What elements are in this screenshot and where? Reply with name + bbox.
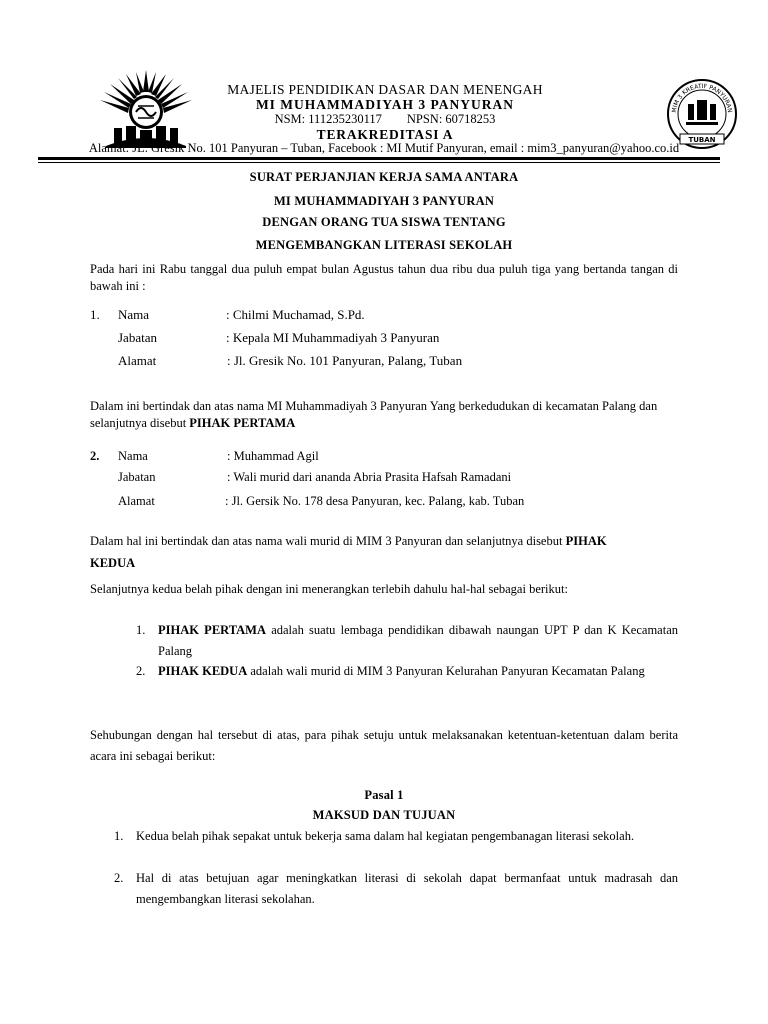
party1-address-label: Alamat (118, 353, 157, 368)
fact-1-text (158, 620, 678, 662)
party2-designation-part1: PIHAK (565, 534, 607, 548)
agreement-intro: Sehubungan dengan hal tersebut di atas, para pihak setuju untuk melaksanakan ketentuan-ketentuan dalam berita acara ini sebagai berikut: (90, 728, 678, 763)
party2-name-label: Nama (118, 449, 148, 463)
school-address: Alamat: JL. Gresik No. 101 Panyuran – Tuban, Facebook : MI Mutif Panyuran, email : mim3_panyuran@yahoo.co.id (88, 141, 680, 155)
article-1-item-1-text: Kedua belah pihak sepakat untuk bekerja sama dalam hal kegiatan pengembanagan literasi sekolah. (136, 829, 635, 843)
party1-name-value: : Chilmi Muchamad, S.Pd. (226, 307, 365, 322)
opening-paragraph: Pada hari ini Rabu tanggal dua puluh empat bulan Agustus tahun dua ribu dua puluh tiga yang bertanda tangan di bawah ini : (90, 262, 678, 293)
fact-2-description: adalah wali murid di MIM 3 Panyuran Kelurahan Panyuran Kecamatan Palang (247, 664, 645, 678)
article-1-item-2-number: 2. (114, 871, 124, 885)
title-line-1: SURAT PERJANJIAN KERJA SAMA ANTARA (249, 170, 519, 184)
fact-1-number: 1. (136, 623, 146, 637)
article-1-item-1-number: 1. (114, 829, 124, 843)
party1-name-row (90, 307, 690, 325)
accreditation: TERAKREDITASI A (316, 127, 454, 142)
article-1-item-2 (114, 868, 680, 910)
party2-name-value: : Muhammad Agil (227, 449, 319, 463)
letterhead (200, 82, 570, 143)
party1-statement (90, 398, 680, 432)
party1-address-value: : Jl. Gresik No. 101 Panyuran, Palang, Tuban (227, 353, 463, 368)
school-name: MI MUHAMMADIYAH 3 PANYURAN (255, 97, 515, 112)
party2-statement (90, 530, 680, 574)
party1-position-value: : Kepala MI Muhammadiyah 3 Panyuran (226, 330, 440, 345)
article-1-heading: Pasal 1 (364, 788, 404, 802)
party1-address-row (90, 353, 690, 371)
party2-address-row (90, 494, 690, 512)
institution-council: MAJELIS PENDIDIKAN DASAR DAN MENENGAH (227, 82, 543, 97)
article-1-item-1 (114, 826, 680, 868)
party2-address-value: : Jl. Gersik No. 178 desa Panyuran, kec. Palang, kab. Tuban (225, 494, 525, 508)
party2-statement-text: Dalam hal ini bertindak dan atas nama wali murid di MIM 3 Panyuran dan selanjutnya disebut (90, 534, 566, 548)
party2-number: 2. (90, 449, 100, 463)
title-line-2: MI MUHAMMADIYAH 3 PANYURAN (273, 194, 495, 208)
article-1-subheading: MAKSUD DAN TUJUAN (312, 808, 456, 822)
party2-address-label: Alamat (118, 494, 155, 508)
party1-name-label: Nama (118, 307, 150, 322)
party1-position-row (90, 330, 690, 348)
letterhead-divider-thin (38, 162, 720, 163)
fact-1-description: adalah suatu lembaga pendidikan dibawah naungan UPT P dan K Kecamatan Palang (158, 623, 678, 658)
seal-bottom-text: TUBAN (688, 136, 716, 144)
school-seal-icon (664, 78, 740, 150)
party1-position-label: Jabatan (118, 330, 157, 345)
party1-number: 1. (90, 307, 100, 322)
fact-item-1 (136, 620, 678, 662)
title-line-3: DENGAN ORANG TUA SISWA TENTANG (262, 215, 506, 229)
letterhead-divider-thick (38, 157, 720, 160)
fact-2-text (158, 661, 678, 682)
npsn-number: NPSN: 60718253 (406, 112, 496, 126)
fact-1-party: PIHAK PERTAMA (158, 623, 266, 637)
seal-top-text: MIM 3 KREATIF PANYURAN (670, 82, 734, 114)
muhammadiyah-logo-icon (96, 68, 196, 148)
party2-position-row (90, 470, 690, 488)
party2-position-label: Jabatan (118, 470, 156, 484)
fact-2-party: PIHAK KEDUA (158, 664, 248, 678)
party2-position-value: : Wali murid dari ananda Abria Prasita Hafsah Ramadani (227, 470, 512, 484)
article-1-item-2-text: Hal di atas betujuan agar meningkatkan literasi di sekolah dapat bermanfaat untuk madrasah dan mengembangkan literasi sekolahan. (136, 871, 678, 906)
party2-name-row (90, 449, 690, 467)
facts-intro: Selanjutnya kedua belah pihak dengan ini menerangkan terlebih dahulu hal-hal sebagai berikut: (90, 582, 568, 596)
party1-designation: PIHAK PERTAMA (189, 416, 296, 430)
title-line-4: MENGEMBANGKAN LITERASI SEKOLAH (255, 238, 513, 252)
nsm-number: NSM: 111235230117 (274, 112, 382, 126)
fact-item-2 (136, 661, 678, 703)
party1-statement-text: Dalam ini bertindak dan atas nama MI Muhammadiyah 3 Panyuran Yang berkedudukan di kecamatan Palang dan selanjutnya disebut (90, 399, 658, 430)
party2-designation-part2: KEDUA (90, 556, 136, 570)
registration-numbers (200, 112, 570, 127)
fact-2-number: 2. (136, 664, 146, 678)
